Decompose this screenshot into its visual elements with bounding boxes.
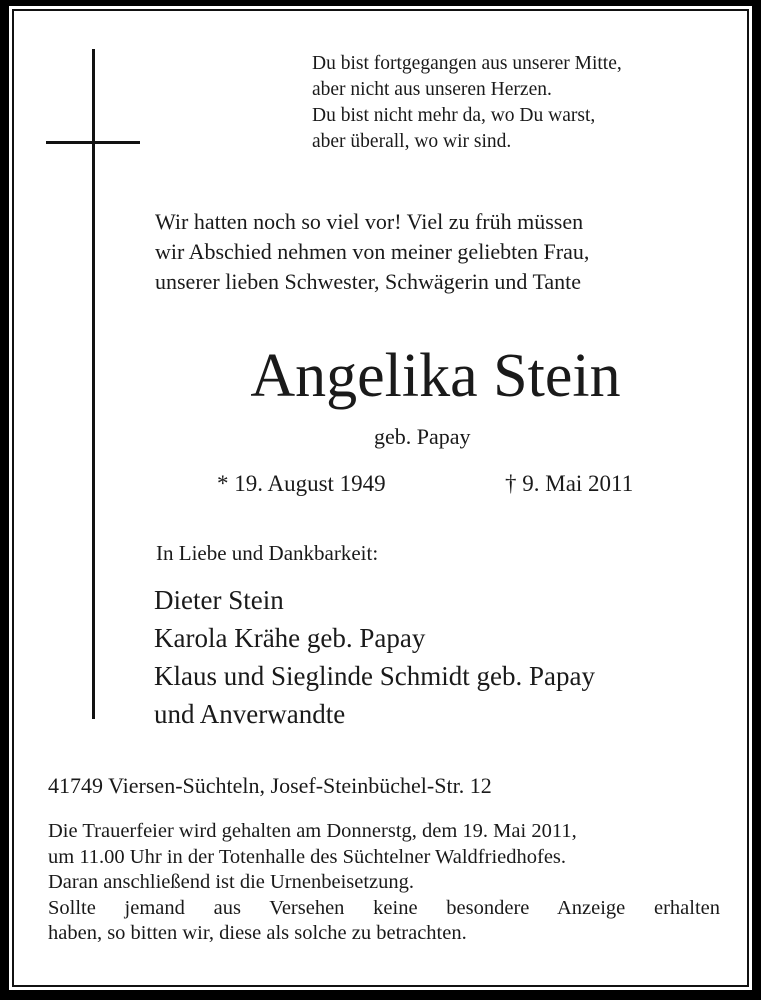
info-line: haben, so bitten wir, diese als solche zu betrachten. (48, 922, 467, 944)
poem-line: aber überall, wo wir sind. (312, 131, 512, 152)
poem-line: aber nicht aus unseren Herzen. (312, 79, 552, 100)
mourner: und Anverwandte (154, 699, 346, 729)
info-line: um 11.00 Uhr in der Totenhalle des Süchtelner Waldfriedhofes. (48, 845, 567, 868)
mourners-list (154, 581, 595, 733)
mourner: Klaus und Sieglinde Schmidt geb. Papay (154, 661, 595, 691)
maiden-name: geb. Papay (374, 424, 471, 449)
intro-line: unserer lieben Schwester, Schwägerin und Tante (155, 269, 582, 294)
intro-text (155, 207, 589, 297)
info-line: Die Trauerfeier wird gehalten am Donnerstg, dem 19. Mai 2011, (48, 820, 577, 842)
poem-line: Du bist fortgegangen aus unserer Mitte, (312, 53, 622, 74)
mourner: Karola Krähe geb. Papay (154, 623, 426, 653)
info-line: Sollte jemand aus Versehen keine besondere Anzeige erhalten (48, 896, 720, 919)
cross-icon-crossbar (46, 141, 140, 144)
poem (312, 51, 622, 155)
deceased-name: Angelika Stein (250, 342, 621, 410)
birth-date: * 19. August 1949 (217, 471, 386, 496)
thanks-line: In Liebe und Dankbarkeit: (156, 541, 379, 565)
service-info (48, 819, 720, 947)
intro-line: Wir hatten noch so viel vor! Viel zu früh müssen (155, 209, 584, 234)
mourner: Dieter Stein (154, 585, 284, 615)
obituary-notice (12, 9, 749, 987)
outer-frame (9, 6, 752, 990)
death-date: † 9. Mai 2011 (505, 471, 634, 496)
intro-line: wir Abschied nehmen von meiner geliebten Frau, (155, 239, 590, 264)
address: 41749 Viersen-Süchteln, Josef-Steinbüchel-Str. 12 (48, 773, 492, 798)
info-line: Daran anschließend ist die Urnenbeisetzung. (48, 871, 415, 893)
poem-line: Du bist nicht mehr da, wo Du warst, (312, 105, 596, 126)
